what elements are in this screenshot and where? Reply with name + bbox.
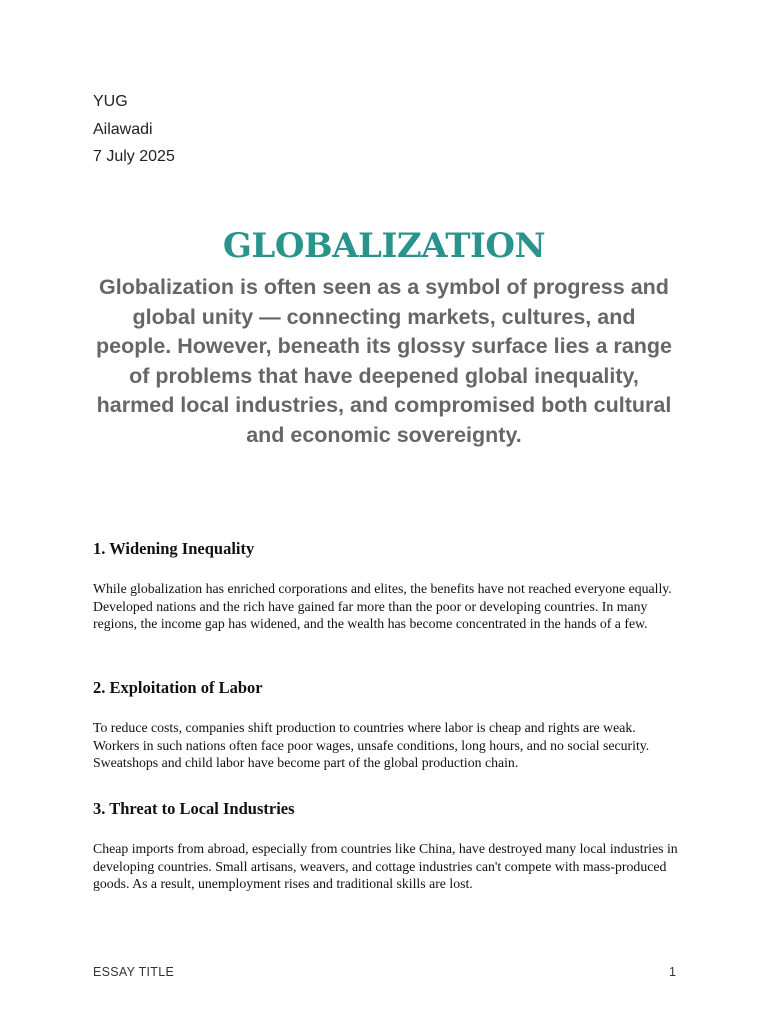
section-widening-inequality bbox=[93, 539, 683, 633]
section-heading: 1. Widening Inequality bbox=[93, 539, 255, 558]
document-subtitle: Globalization is often seen as a symbol of progress and global unity — connecting markets, cultures, and people. However, beneath its glossy surface lies a range of problems that have deepened global inequality, harmed local industries, and compromised both cultural and economic sovereignty. bbox=[96, 275, 672, 447]
section-heading: 2. Exploitation of Labor bbox=[93, 678, 263, 697]
section-threat-to-local-industries bbox=[93, 799, 683, 893]
section-body: While globalization has enriched corporations and elites, the benefits have not reached everyone equally. Developed nations and the rich have gained far more than the poor or developing countries. In many regions, the income gap has widened, and the wealth has become concentrated in the hands of a few. bbox=[93, 581, 672, 631]
section-body: Cheap imports from abroad, especially from countries like China, have destroyed many local industries in developing countries. Small artisans, weavers, and cottage industries can't compete with mass-produced goods. As a result, unemployment rises and traditional skills are lost. bbox=[93, 841, 678, 891]
section-heading: 3. Threat to Local Industries bbox=[93, 799, 295, 818]
author-last-name: Ailawadi bbox=[93, 120, 153, 138]
section-exploitation-of-labor bbox=[93, 678, 683, 772]
author-block bbox=[93, 88, 175, 171]
footer-page-number: 1 bbox=[669, 965, 676, 979]
essay-date: 7 July 2025 bbox=[93, 148, 175, 165]
section-body: To reduce costs, companies shift production to countries where labor is cheap and rights are weak. Workers in such nations often face poor wages, unsafe conditions, long hours, and no social security. Sweatshops and child labor have become part of the global production chain. bbox=[93, 720, 650, 770]
author-first-name: YUG bbox=[93, 93, 128, 110]
footer-essay-title: ESSAY TITLE bbox=[93, 965, 175, 979]
document-title: GLOBALIZATION bbox=[222, 226, 546, 266]
